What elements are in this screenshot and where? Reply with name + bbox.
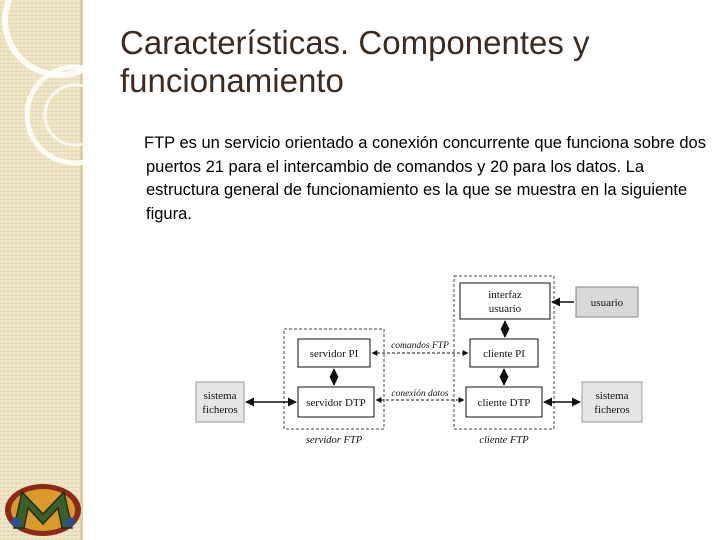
cliente-dtp-label: cliente DTP: [477, 397, 531, 409]
interfaz-usuario-label-2: usuario: [488, 303, 522, 315]
servidor-dtp-node: [298, 387, 374, 417]
interfaz-usuario-node: [460, 283, 550, 319]
sistema-ficheros-cliente-label-1: sistema: [595, 390, 629, 402]
servidor-ftp-label: servidor FTP: [305, 435, 363, 446]
sistema-ficheros-servidor-label-1: sistema: [203, 390, 237, 402]
comandos-ftp-label: comandos FTP: [391, 341, 449, 351]
servidor-pi-label: servidor PI: [309, 348, 359, 360]
cliente-dtp-node: [466, 387, 542, 417]
sistema-ficheros-cliente-label-2: ficheros: [594, 404, 630, 416]
usuario-label: usuario: [590, 297, 624, 309]
ftp-architecture-diagram: [194, 272, 654, 450]
decorative-circles: [0, 0, 120, 200]
slide-title: Características. Componentes y funcionamiento: [120, 24, 590, 99]
cliente-ftp-label: cliente FTP: [479, 435, 529, 446]
sistema-ficheros-servidor-label-2: ficheros: [202, 404, 238, 416]
slide-body-text: FTP es un servicio orientado a conexión concurrente que funciona sobre dos puertos 21 para el intercambio de comandos y 20 para los datos. La estructura general de funcionamiento es la que se muestra en la siguiente figura.: [144, 134, 706, 223]
cliente-pi-label: cliente PI: [483, 348, 525, 360]
servidor-dtp-label: servidor DTP: [306, 397, 366, 409]
cliente-pi-node: [470, 339, 538, 367]
servidor-pi-node: [298, 339, 370, 367]
institution-logo-icon: [2, 478, 84, 540]
conexion-datos-label: conexión datos: [391, 389, 449, 399]
interfaz-usuario-label-1: interfaz: [488, 289, 522, 301]
sistema-ficheros-cliente-node: [582, 382, 642, 422]
usuario-node: [576, 287, 638, 317]
sistema-ficheros-servidor-node: [196, 382, 244, 422]
